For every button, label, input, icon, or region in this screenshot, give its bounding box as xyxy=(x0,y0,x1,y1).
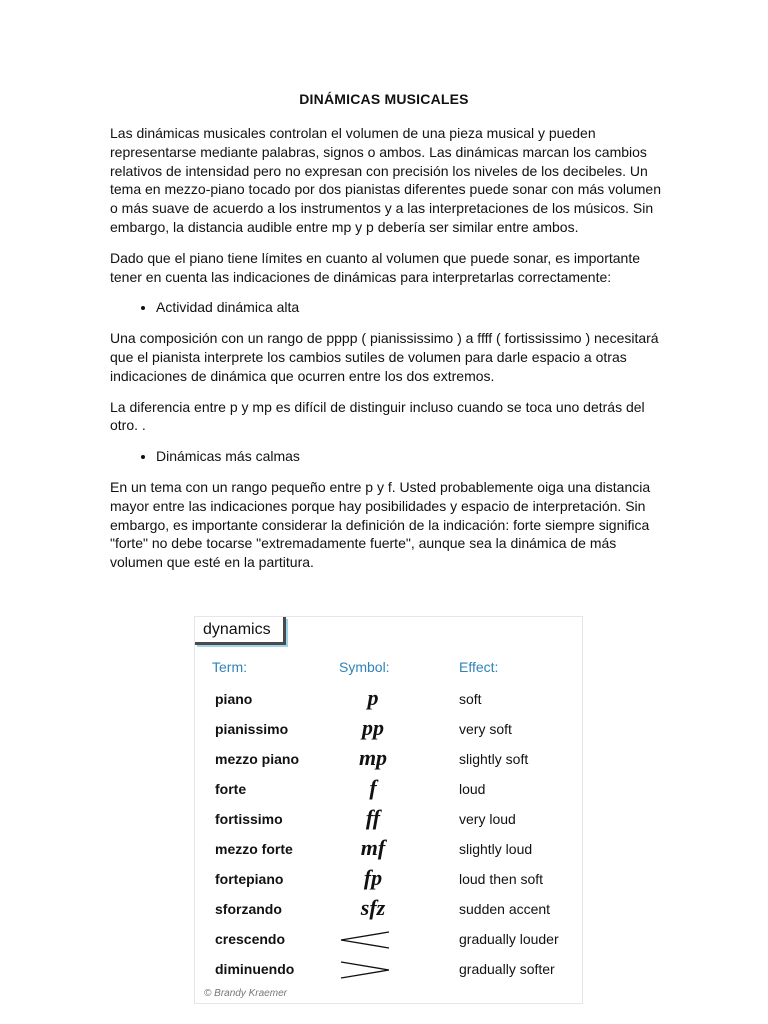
effect-label: loud xyxy=(459,781,486,797)
dynamics-row xyxy=(195,805,582,835)
effect-label: very loud xyxy=(459,811,516,827)
bullet-list-1 xyxy=(110,298,662,317)
term-label: fortissimo xyxy=(215,811,283,827)
dynamics-row xyxy=(195,865,582,895)
effect-label: soft xyxy=(459,691,482,707)
dynamic-symbol: mp xyxy=(358,745,388,770)
column-header-effect: Effect: xyxy=(459,659,499,675)
bullet-list-2 xyxy=(110,447,662,466)
dynamics-row xyxy=(195,715,582,745)
term-label: forte xyxy=(215,781,247,797)
dynamic-symbol: fp xyxy=(363,865,383,890)
effect-label: slightly soft xyxy=(459,751,529,767)
document-body xyxy=(110,124,662,584)
effect-label: sudden accent xyxy=(459,901,551,917)
paragraph-wide-range: Una composición con un rango de pppp ( pianississimo ) a ffff ( fortississimo ) necesitará que el pianista interprete los cambios sutiles de volumen para darle espacio a otras indicaciones de dinámica que ocurren entre los dos extremos. xyxy=(110,330,659,384)
dynamics-row xyxy=(195,685,582,715)
crescendo-hairpin-icon xyxy=(339,929,391,951)
figure-heading: dynamics xyxy=(203,621,271,638)
term-label: pianissimo xyxy=(215,721,289,737)
paragraph-intro: Las dinámicas musicales controlan el volumen de una pieza musical y pueden representarse mediante palabras, signos o ambos. Las dinámicas marcan los cambios relativos de intensidad pero no expresan con precisión los niveles de los decibeles. Un tema en mezzo-piano tocado por dos pianistas diferentes puede sonar con más volumen o más suave de acuerdo a los instrumentos y a las interpretaciones de los músicos. Sin embargo, la distancia audible entre mp y p debería ser similar entre ambos. xyxy=(110,125,661,235)
dynamic-symbol: pp xyxy=(362,715,384,740)
term-label: mezzo forte xyxy=(215,841,293,857)
term-label: fortepiano xyxy=(215,871,284,887)
dynamic-symbol: sfz xyxy=(360,895,386,920)
dynamics-figure xyxy=(194,616,583,1004)
dynamics-row xyxy=(195,745,582,775)
paragraph-piano-limits: Dado que el piano tiene límites en cuanto al volumen que puede sonar, es importante tener en cuenta las indicaciones de dinámicas para interpretarlas correctamente: xyxy=(110,249,641,285)
effect-label: loud then soft xyxy=(459,871,544,887)
effect-label: gradually louder xyxy=(459,931,559,947)
effect-label: slightly loud xyxy=(459,841,533,857)
paragraph-small-range: En un tema con un rango pequeño entre p y f. Usted probablemente oiga una distancia mayor entre las indicaciones porque hay posibilidades y espacio de interpretación. Sin embargo, es importante considerar la definición de la indicación: forte siempre significa "forte" no debe tocarse "extremadamente fuerte", aunque sea la dinámica de más volumen que esté en la partitura. xyxy=(110,478,651,571)
dynamics-row xyxy=(195,955,582,985)
page-title: DINÁMICAS MUSICALES xyxy=(299,91,469,107)
figure-credit: © Brandy Kraemer xyxy=(204,988,287,999)
dynamics-row xyxy=(195,775,582,805)
paragraph-p-mp: La diferencia entre p y mp es difícil de distinguir incluso cuando se toca uno detrás del otro. . xyxy=(110,398,645,434)
dynamics-row xyxy=(195,895,582,925)
bullet-item: • Dinámicas más calmas xyxy=(156,447,662,466)
term-label: sforzando xyxy=(215,901,282,917)
effect-label: gradually softer xyxy=(459,961,555,977)
term-label: mezzo piano xyxy=(215,751,300,767)
diminuendo-hairpin-icon xyxy=(339,959,391,981)
effect-label: very soft xyxy=(459,721,512,737)
dynamics-row xyxy=(195,925,582,955)
dynamic-symbol: f xyxy=(369,775,377,800)
dynamic-symbol: ff xyxy=(365,805,381,830)
dynamic-symbol: p xyxy=(367,685,379,710)
dynamic-symbol: mf xyxy=(360,835,386,860)
dynamics-row xyxy=(195,835,582,865)
bullet-item: • Actividad dinámica alta xyxy=(156,298,662,317)
term-label: diminuendo xyxy=(215,961,295,977)
column-header-term: Term: xyxy=(212,659,247,675)
term-label: piano xyxy=(215,691,253,707)
figure-heading-box xyxy=(195,617,286,645)
term-label: crescendo xyxy=(215,931,286,947)
column-header-symbol: Symbol: xyxy=(339,659,390,675)
